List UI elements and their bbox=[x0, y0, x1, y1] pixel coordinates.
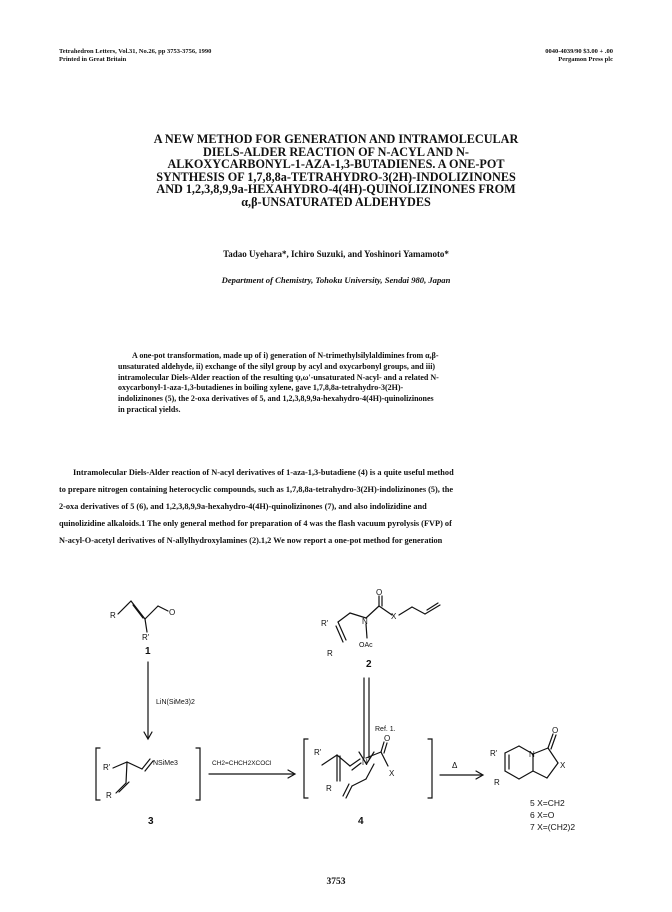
label-r: R bbox=[494, 778, 500, 787]
abstract-line: intramolecular Diels-Alder reaction of the resulting ψ,ω'-unsaturated N-acyl- and a related N- bbox=[118, 372, 439, 382]
bracket-left bbox=[96, 748, 100, 800]
title-line: α,β-UNSATURATED ALDEHYDES bbox=[241, 194, 431, 209]
label-nsime3: NSiMe3 bbox=[153, 760, 178, 767]
reaction-scheme bbox=[0, 588, 672, 858]
body-line: 2-oxa derivatives of 5 (6), and 1,2,3,8,9,9a-hexahydro-4(4H)-quinolizinones (7), and also indolizidine and bbox=[59, 502, 427, 511]
title-line: A NEW METHOD FOR GENERATION AND INTRAMOLECULAR bbox=[153, 132, 519, 146]
body-text bbox=[59, 464, 614, 549]
issn-price: 0040-4039/90 $3.00 + .00 bbox=[545, 48, 613, 55]
compound-1-label: 1 bbox=[145, 646, 151, 657]
body-line: quinolizidine alkaloids.1 The only general method for preparation of 4 was the flash vacuum pyrolysis (FVP) of bbox=[59, 519, 452, 528]
bracket-left bbox=[304, 739, 308, 798]
journal-header bbox=[59, 48, 211, 64]
journal-citation: Tetrahedron Letters, Vol.31, No.26, pp 3753-3756, 1990 bbox=[59, 48, 212, 55]
label-r-prime: R' bbox=[142, 633, 150, 642]
label-nitrogen: N bbox=[362, 758, 368, 767]
label-r: R bbox=[327, 649, 333, 658]
printed-in: Printed in Great Britain bbox=[59, 56, 127, 63]
label-r-prime: R' bbox=[321, 619, 329, 628]
label-oxygen: O bbox=[384, 734, 391, 743]
product-7-label: 7 X=(CH2)2 bbox=[530, 822, 576, 832]
publisher-header bbox=[545, 48, 613, 64]
abstract-line: indolizinones (5), the 2-oxa derivatives of 5, and 1,2,3,8,9,9a-hexahydro-4(4H)-quinolizinones bbox=[118, 394, 434, 404]
abstract bbox=[118, 351, 563, 416]
label-oxygen: O bbox=[169, 608, 176, 617]
abstract-line: oxycarbonyl-1-aza-1,3-butadienes in boiling xylene, gave 1,7,8,8a-tetrahydro-3(2H)- bbox=[118, 383, 404, 393]
label-r: R bbox=[326, 784, 332, 793]
label-r: R bbox=[110, 611, 116, 620]
label-x: X bbox=[391, 612, 397, 621]
label-oxygen: O bbox=[376, 588, 383, 597]
label-oac: OAc bbox=[359, 642, 373, 649]
label-nitrogen: N bbox=[529, 750, 535, 759]
label-x: X bbox=[389, 769, 395, 778]
label-r: R bbox=[106, 791, 112, 800]
compound-3-structure bbox=[113, 759, 153, 793]
page-number: 3753 bbox=[326, 877, 346, 887]
body-line: N-acyl-O-acetyl derivatives of N-allylhydroxylamines (2).1,2 We now report a one-pot method for generation bbox=[59, 536, 443, 545]
title-line: AND 1,2,3,8,9,9a-HEXAHYDRO-4(4H)-QUINOLIZINONES FROM bbox=[156, 182, 516, 197]
affiliation: Department of Chemistry, Tohoku University, Sendai 980, Japan bbox=[221, 275, 451, 285]
reagent-acyl-label: CH2=CHCH2XCOCl bbox=[212, 760, 272, 767]
title-line: DIELS-ALDER REACTION OF N-ACYL AND N- bbox=[202, 144, 469, 159]
reagent-lin-label: LiN(SiMe3)2 bbox=[156, 699, 195, 706]
compound-1-structure bbox=[118, 601, 168, 632]
product-6-label: 6 X=O bbox=[530, 810, 555, 820]
label-x: X bbox=[560, 761, 566, 770]
body-line: to prepare nitrogen containing heterocyclic compounds, such as 1,7,8,8a-tetrahydro-3(2H)-indolizinones (5), the bbox=[59, 485, 454, 494]
label-nitrogen: N bbox=[362, 617, 368, 626]
label-r-prime: R' bbox=[490, 749, 498, 758]
product-5-label: 5 X=CH2 bbox=[530, 798, 565, 808]
compound-3-label: 3 bbox=[148, 816, 154, 827]
label-oxygen: O bbox=[552, 726, 559, 735]
compound-4-structure bbox=[322, 742, 388, 798]
abstract-line: unsaturated aldehyde, ii) exchange of the silyl group by acyl and oxycarbonyl groups, and iii) bbox=[118, 361, 436, 371]
abstract-line: A one-pot transformation, made up of i) generation of N-trimethylsilylaldimines from α,β- bbox=[132, 351, 439, 360]
paper-title bbox=[80, 133, 592, 209]
label-r-prime: R' bbox=[103, 763, 111, 772]
reference-label: Ref. 1. bbox=[375, 726, 396, 733]
abstract-line: in practical yields. bbox=[118, 404, 181, 414]
label-r-prime: R' bbox=[314, 748, 322, 757]
bracket-right bbox=[196, 748, 200, 800]
publisher: Pergamon Press plc bbox=[558, 56, 613, 63]
authors: Tadao Uyehara*, Ichiro Suzuki, and Yoshinori Yamamoto* bbox=[223, 249, 449, 259]
body-line: Intramolecular Diels-Alder reaction of N-acyl derivatives of 1-aza-1,3-butadiene (4) is a quite useful method bbox=[73, 468, 454, 477]
compound-2-structure bbox=[336, 596, 440, 642]
compound-4-label: 4 bbox=[358, 816, 364, 827]
title-line: SYNTHESIS OF 1,7,8,8a-TETRAHYDRO-3(2H)-INDOLIZINONES bbox=[156, 169, 516, 184]
heat-label: Δ bbox=[452, 761, 458, 770]
compound-2-label: 2 bbox=[366, 659, 372, 670]
title-line: ALKOXYCARBONYL-1-AZA-1,3-BUTADIENES. A ONE-POT bbox=[167, 157, 505, 172]
bracket-right bbox=[428, 739, 432, 798]
